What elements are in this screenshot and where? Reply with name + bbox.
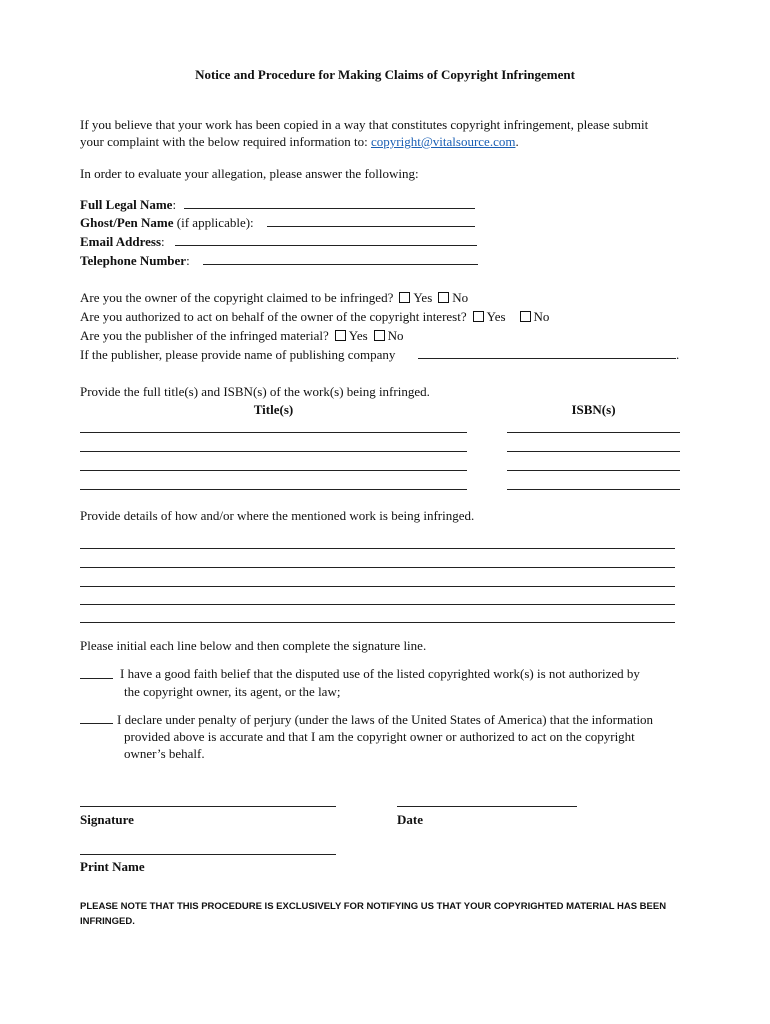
email-field[interactable] [175,245,477,246]
publisher-name-prompt: If the publisher, please provide name of publishing company [80,347,396,362]
details-field-5[interactable] [80,622,675,623]
page-title: Notice and Procedure for Making Claims of Copyright Infringement [195,67,575,82]
evaluate-text: In order to evaluate your allegation, please answer the following: [80,166,419,181]
isbn-field-1[interactable] [507,432,680,433]
authorized-question: Are you authorized to act on behalf of the owner of the copyright interest? [80,309,467,324]
yes-label: Yes [413,290,433,305]
details-prompt: Provide details of how and/or where the mentioned work is being infringed. [80,508,475,523]
isbn-field-4[interactable] [507,489,680,490]
publisher-period: . [676,347,680,362]
title-field-3[interactable] [80,470,467,471]
owner-yes-checkbox[interactable] [399,292,410,303]
isbn-field-3[interactable] [507,470,680,471]
details-field-1[interactable] [80,548,675,549]
initials-prompt: Please initial each line below and then complete the signature line. [80,638,427,653]
publisher-question-row [80,327,404,344]
print-name-field[interactable] [80,854,336,855]
colon: : [172,197,177,212]
authorized-no-checkbox[interactable] [520,311,531,322]
statement-1-line-2: the copyright owner, its agent, or the law; [124,684,341,699]
authorized-yes-checkbox[interactable] [473,311,484,322]
date-field[interactable] [397,806,577,807]
publisher-no-checkbox[interactable] [374,330,385,341]
email-row [80,233,165,250]
intro-prefix: your complaint with the below required information to: [80,134,371,149]
colon: : [161,234,165,249]
full-name-row [80,196,176,213]
details-field-2[interactable] [80,567,675,568]
signature-field[interactable] [80,806,336,807]
no-label: No [387,328,404,343]
statement-2-line-2: provided above is accurate and that I am the copyright owner or authorized to act on the copyright [124,729,635,744]
statement-2-line-3: owner’s behalf. [124,746,205,761]
phone-label: Telephone Number [80,253,187,268]
publisher-question: Are you the publisher of the infringed material? [80,328,329,343]
phone-row [80,252,190,269]
signature-label: Signature [80,812,134,827]
ghost-name-row [80,214,254,231]
title-field-4[interactable] [80,489,467,490]
owner-question: Are you the owner of the copyright claimed to be infringed? [80,290,394,305]
footer-note: PLEASE NOTE THAT THIS PROCEDURE IS EXCLUSIVELY FOR NOTIFYING US THAT YOUR COPYRIGHTED MATERIAL HAS BEEN INFRINGED. [80,901,667,927]
initial-field-2[interactable] [80,723,113,724]
intro-line-1: If you believe that your work has been copied in a way that constitutes copyright infringement, please submit [80,117,649,132]
no-label: No [533,309,550,324]
details-field-4[interactable] [80,604,675,605]
phone-field[interactable] [203,264,478,265]
isbn-header: ISBN(s) [571,402,616,417]
email-link[interactable]: copyright@vitalsource.com [371,134,516,149]
email-label: Email Address [80,234,162,249]
print-name-label: Print Name [80,859,145,874]
ghost-name-note: (if applicable): [173,215,254,230]
colon: : [186,253,190,268]
full-name-field[interactable] [184,208,475,209]
date-label: Date [397,812,423,827]
title-field-1[interactable] [80,432,467,433]
yes-label: Yes [348,328,368,343]
publisher-yes-checkbox[interactable] [335,330,346,341]
title-field-2[interactable] [80,451,467,452]
no-label: No [452,290,469,305]
owner-no-checkbox[interactable] [438,292,449,303]
publisher-name-field[interactable] [418,358,676,359]
titles-header: Title(s) [253,402,294,417]
statement-1-line-1: I have a good faith belief that the disputed use of the listed copyrighted work(s) is not authorized by [120,666,640,681]
authorized-question-row [80,308,549,325]
owner-question-row [80,289,468,306]
full-name-label: Full Legal Name [80,197,173,212]
works-prompt: Provide the full title(s) and ISBN(s) of the work(s) being infringed. [80,384,430,399]
intro-line-2 [80,133,519,150]
statement-2-line-1: I declare under penalty of perjury (under the laws of the United States of America) that the information [117,712,654,727]
isbn-field-2[interactable] [507,451,680,452]
details-field-3[interactable] [80,586,675,587]
ghost-name-field[interactable] [267,226,475,227]
ghost-name-label: Ghost/Pen Name [80,215,174,230]
intro-suffix: . [515,134,519,149]
initial-field-1[interactable] [80,678,113,679]
yes-label: Yes [486,309,506,324]
